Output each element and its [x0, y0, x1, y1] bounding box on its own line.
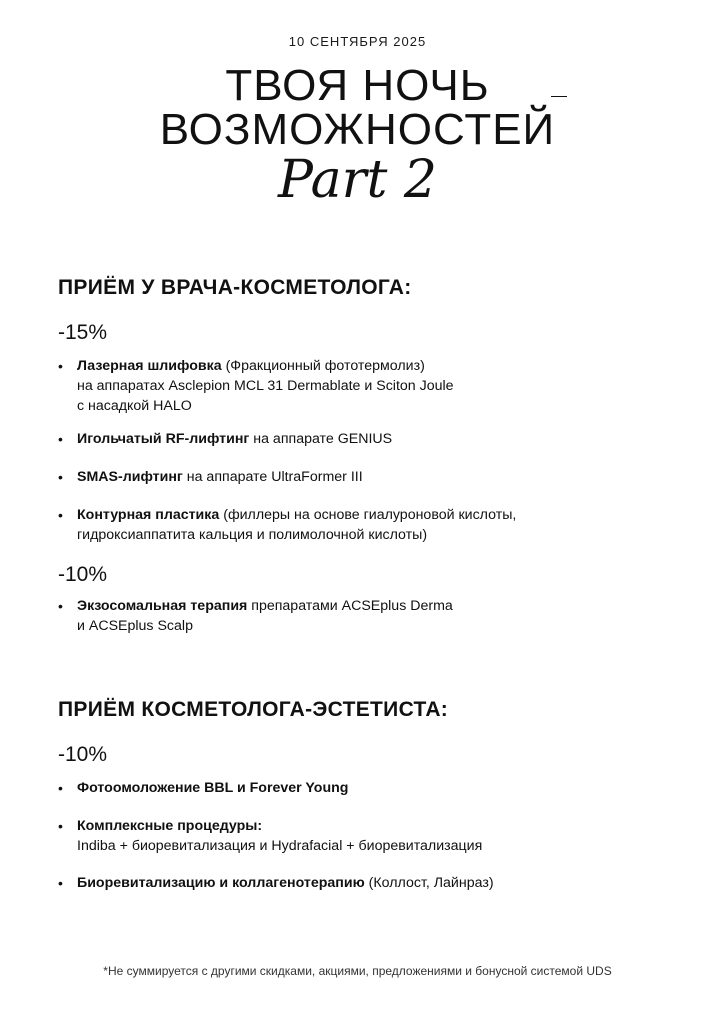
discount-group-15	[58, 320, 678, 346]
doctor-item-contour	[58, 505, 678, 545]
service-detail: препаратами ACSEplus Derma	[247, 598, 453, 614]
section-title: ПРИЁМ У ВРАЧА-КОСМЕТОЛОГА:	[58, 276, 412, 299]
list-item	[58, 816, 678, 856]
service-list	[58, 778, 678, 798]
service-list	[58, 873, 678, 893]
service-detail-line3: с насадкой HALO	[77, 398, 192, 414]
service-list	[58, 429, 678, 449]
service-name: Лазерная шлифовка	[77, 358, 222, 374]
esthetist-section	[58, 697, 678, 723]
discount-label: -10%	[58, 743, 108, 766]
doctor-item-smas	[58, 467, 678, 487]
service-list	[58, 467, 678, 487]
title-line-1: ТВОЯ НОЧЬ	[225, 61, 490, 110]
doctor-items-15	[58, 356, 678, 416]
service-name: Фотоомоложение BBL и Forever Young	[77, 780, 349, 796]
service-list	[58, 816, 678, 856]
discount-group-10-esthetist	[58, 742, 678, 768]
list-item	[58, 429, 678, 449]
part-script-title: Part 2	[277, 150, 438, 210]
service-detail: на аппарате GENIUS	[249, 431, 393, 447]
list-item	[58, 873, 678, 893]
service-name: Комплексные процедуры:	[77, 818, 263, 834]
service-list	[58, 356, 678, 416]
list-item	[58, 467, 678, 487]
event-date: 10 СЕНТЯБРЯ 2025	[288, 34, 427, 49]
title-line-2: ВОЗМОЖНОСТЕЙ	[159, 105, 556, 154]
discount-group-10-doctor	[58, 562, 678, 588]
service-detail: на аппарате UltraFormer III	[182, 469, 363, 485]
title-accent-bar	[551, 96, 567, 97]
service-detail-line2: и ACSEplus Scalp	[77, 618, 193, 634]
esthetist-item-photo	[58, 778, 678, 798]
service-detail: (Коллост, Лайнраз)	[364, 875, 494, 891]
service-detail-line2: гидроксиаппатита кальция и полимолочной кислоты)	[77, 527, 428, 543]
service-detail-line2: на аппаратах Asclepion MCL 31 Dermablate и Sciton Joule	[77, 378, 454, 394]
esthetist-item-biorev	[58, 873, 678, 893]
list-item	[58, 596, 678, 636]
discount-label: -10%	[58, 563, 108, 586]
service-detail: (Фракционный фототермолиз)	[221, 358, 425, 374]
esthetist-item-complex	[58, 816, 678, 856]
service-detail: (филлеры на основе гиалуроновой кислоты,	[219, 507, 517, 523]
discount-label: -15%	[58, 321, 108, 344]
doctor-item-exosome	[58, 596, 678, 636]
doctor-item-rf	[58, 429, 678, 449]
list-item	[58, 356, 678, 416]
service-name: Игольчатый RF-лифтинг	[77, 431, 250, 447]
service-detail-line2: Indiba + биоревитализация и Hydrafacial + биоревитализация	[77, 838, 483, 854]
service-name: SMAS-лифтинг	[77, 469, 183, 485]
section-title: ПРИЁМ КОСМЕТОЛОГА-ЭСТЕТИСТА:	[58, 698, 449, 721]
list-item	[58, 505, 678, 545]
service-name: Биоревитализацию и коллагенотерапию	[77, 875, 365, 891]
service-name: Экзосомальная терапия	[77, 598, 248, 614]
service-list	[58, 505, 678, 545]
service-name: Контурная пластика	[77, 507, 220, 523]
doctor-section	[58, 275, 678, 301]
service-list	[58, 596, 678, 636]
footnote: *Не суммируется с другими скидками, акциями, предложениями и бонусной системой UDS	[103, 964, 612, 978]
list-item	[58, 778, 678, 798]
